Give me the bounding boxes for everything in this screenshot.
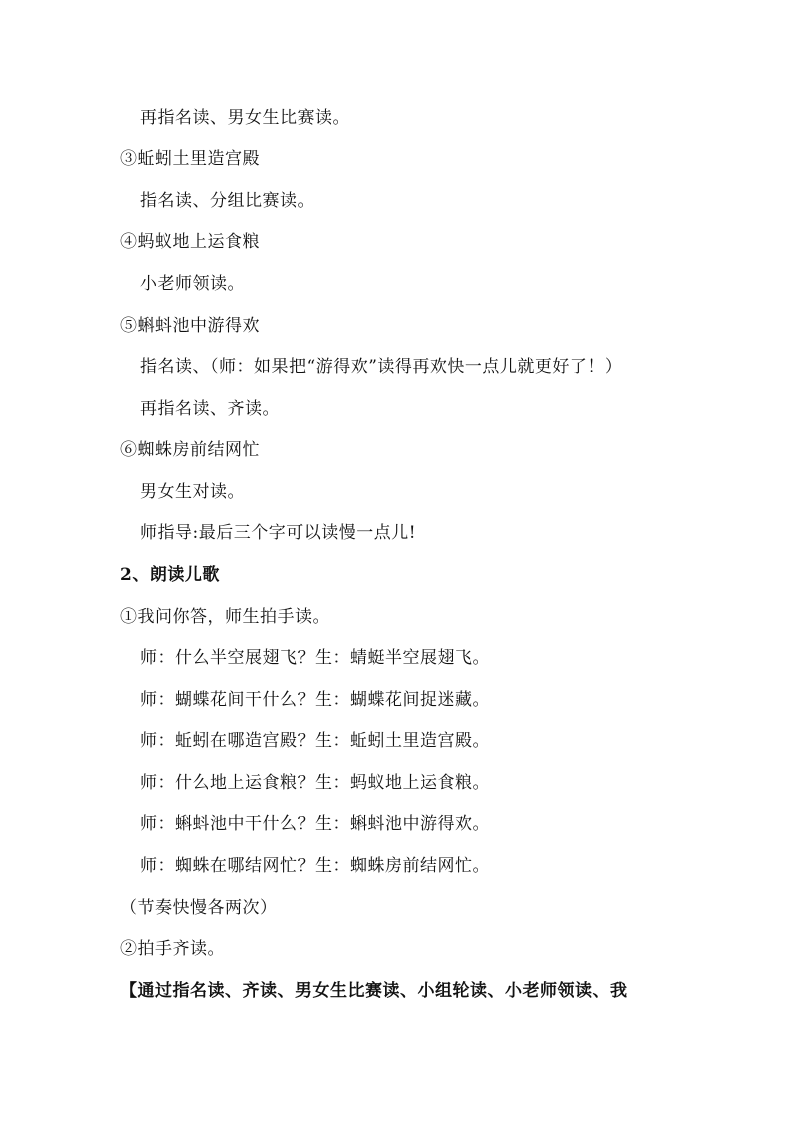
dialogue-line: 师：蝴蝶花间干什么？生：蝴蝶花间捉迷藏。 bbox=[140, 690, 490, 710]
dialogue-line: 师：什么地上运食粮？生：蚂蚁地上运食粮。 bbox=[140, 773, 490, 793]
design-note: 【通过指名读、齐读、男女生比赛读、小组轮读、小老师领读、我 bbox=[120, 981, 628, 1001]
dialogue-line: 师：什么半空展翅飞？生：蜻蜓半空展翅飞。 bbox=[140, 648, 490, 668]
paragraph: 再指名读、男女生比赛读。 bbox=[140, 108, 350, 128]
paragraph: 指名读、分组比赛读。 bbox=[140, 191, 315, 211]
list-item: ⑤蝌蚪池中游得欢 bbox=[120, 316, 260, 336]
dialogue-line: 师：蜘蛛在哪结网忙？生：蜘蛛房前结网忙。 bbox=[140, 856, 490, 876]
paragraph: 指名读、（师：如果把“游得欢”读得再欢快一点儿就更好了！） bbox=[140, 357, 623, 377]
paragraph: 男女生对读。 bbox=[140, 482, 245, 502]
list-item: ②拍手齐读。 bbox=[120, 939, 225, 959]
paragraph: 师指导:最后三个字可以读慢一点儿! bbox=[140, 523, 417, 543]
list-item: ④蚂蚁地上运食粮 bbox=[120, 232, 260, 252]
list-item: ③蚯蚓土里造宫殿 bbox=[120, 149, 260, 169]
note: （节奏快慢各两次） bbox=[120, 898, 278, 918]
section-heading: 2、朗读儿歌 bbox=[120, 565, 220, 585]
list-item: ①我问你答，师生拍手读。 bbox=[120, 607, 330, 627]
paragraph: 再指名读、齐读。 bbox=[140, 399, 280, 419]
paragraph: 小老师领读。 bbox=[140, 274, 245, 294]
list-item: ⑥蜘蛛房前结网忙 bbox=[120, 440, 260, 460]
dialogue-line: 师：蝌蚪池中干什么？生：蝌蚪池中游得欢。 bbox=[140, 814, 490, 834]
dialogue-line: 师：蚯蚓在哪造宫殿？生：蚯蚓土里造宫殿。 bbox=[140, 731, 490, 751]
